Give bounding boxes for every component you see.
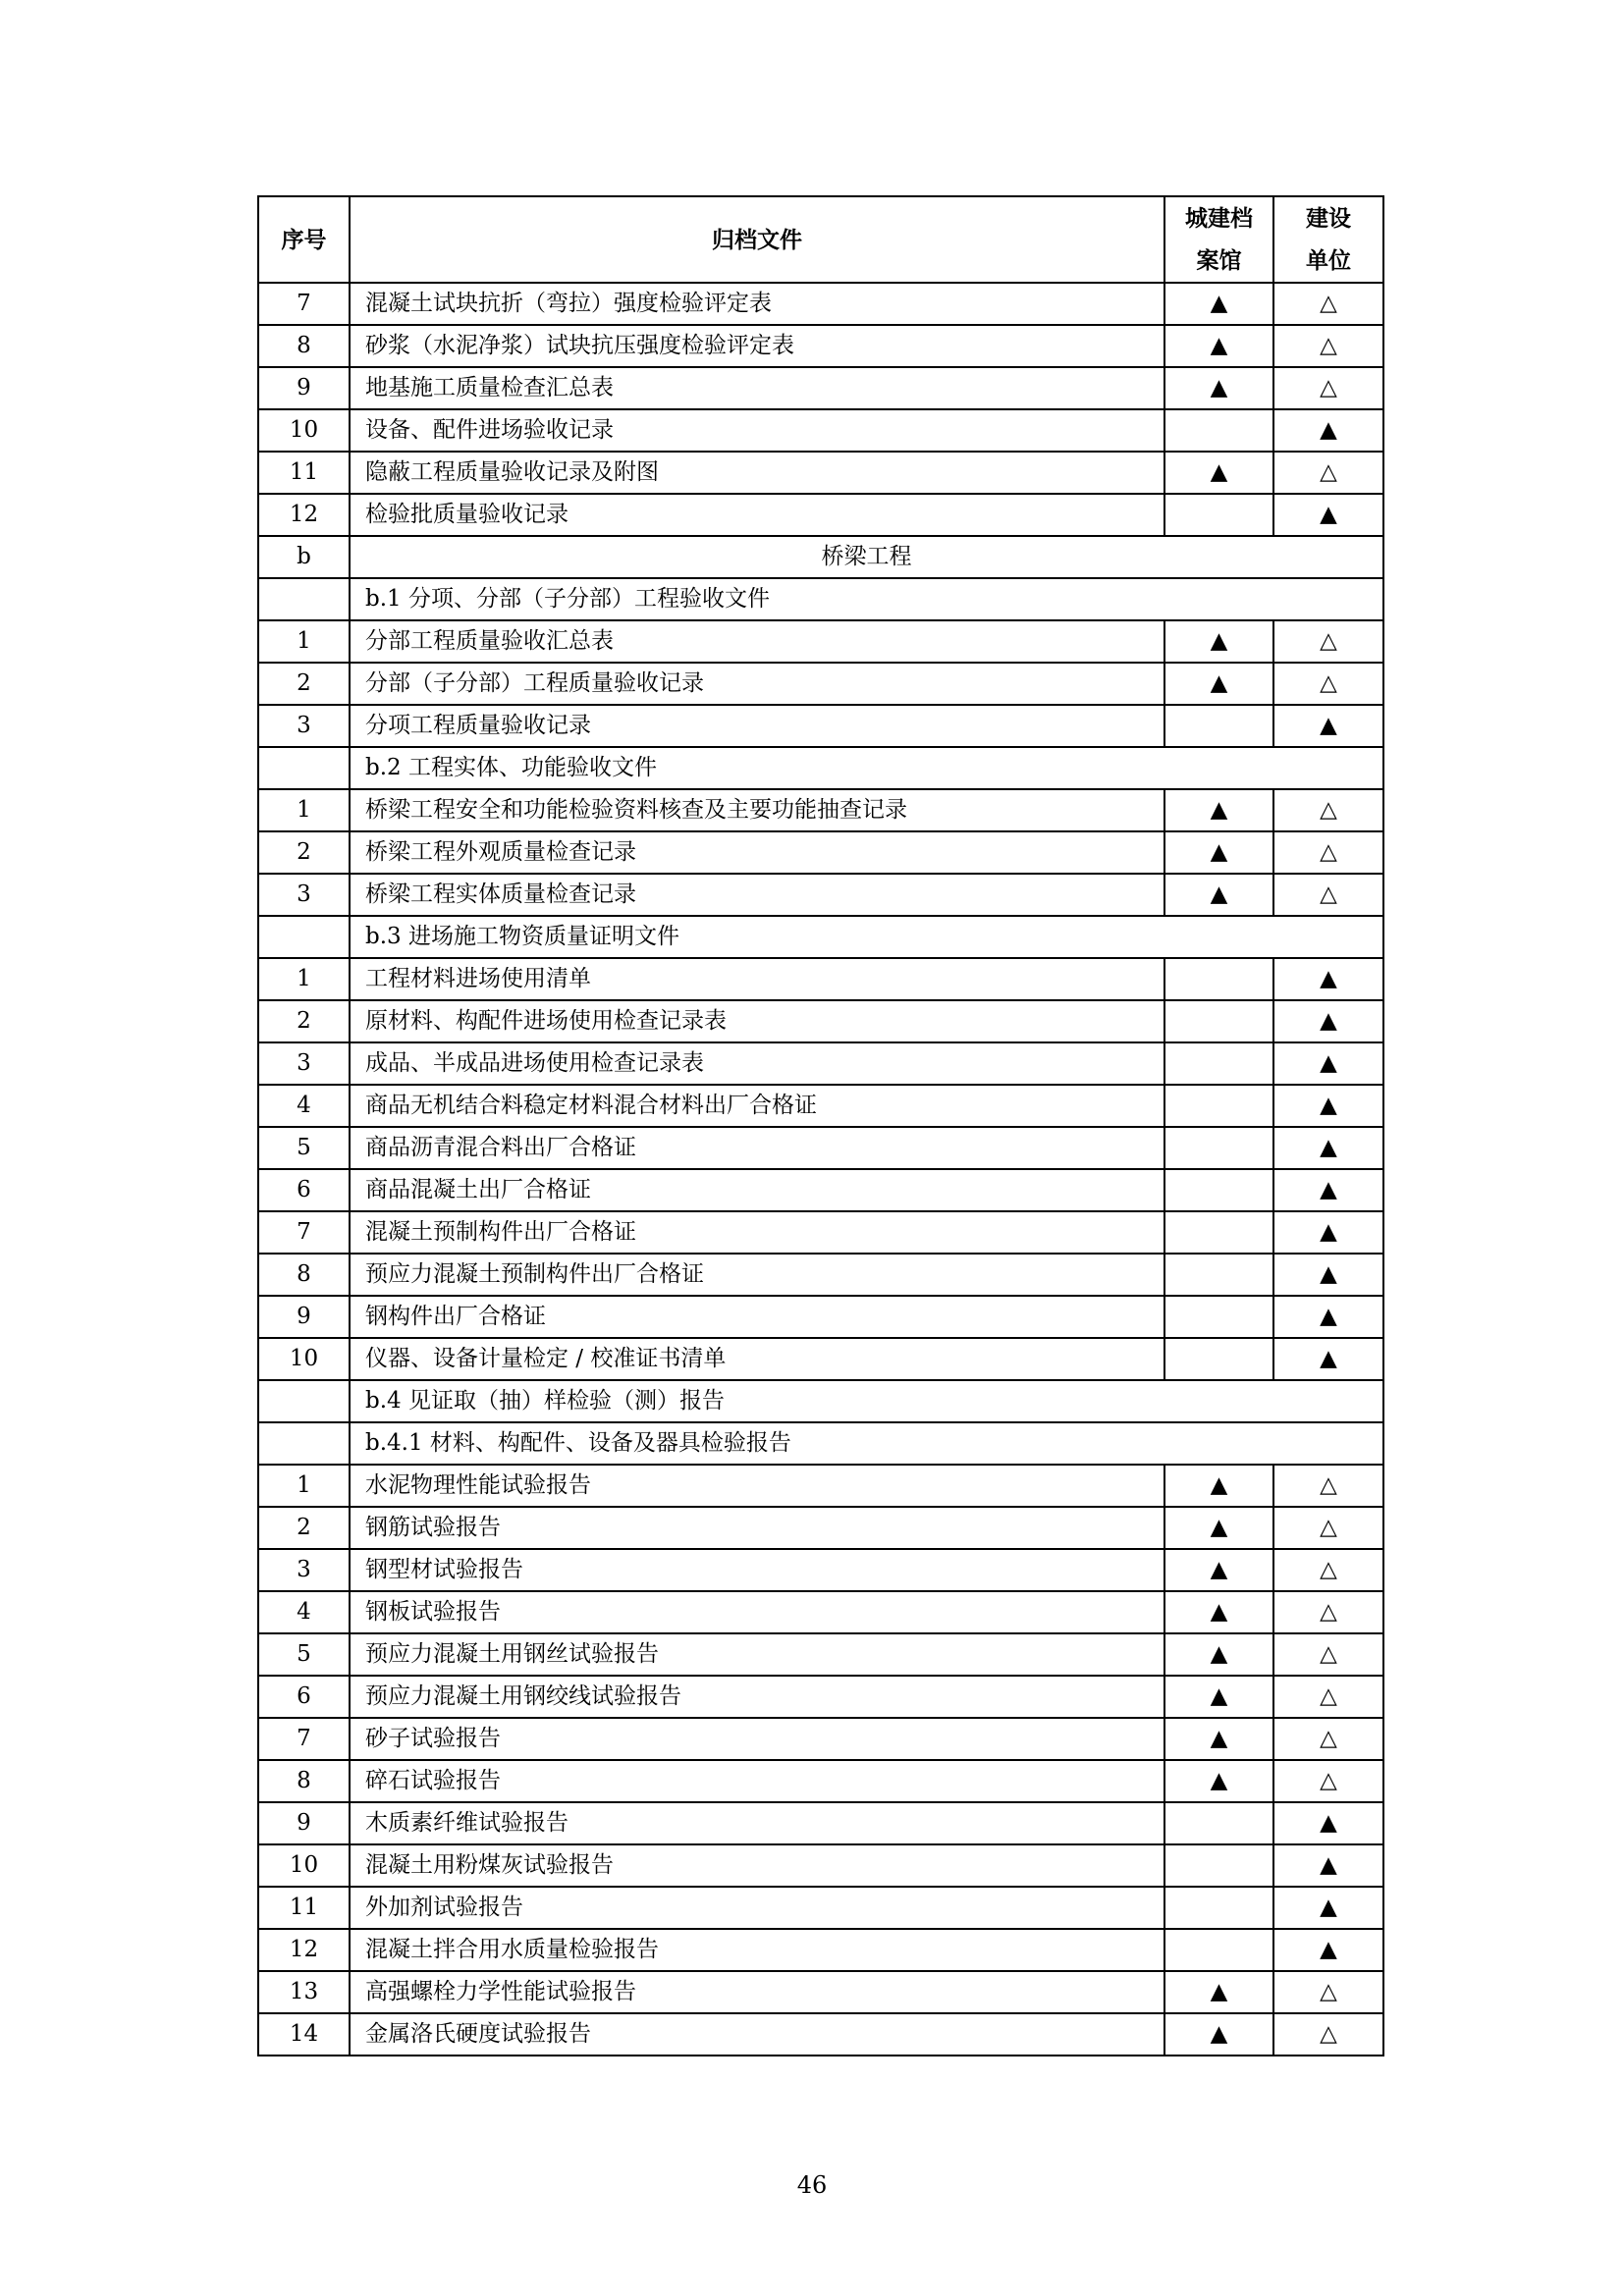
row-archive-mark: ▲ [1164,2013,1273,2056]
row-seq: 3 [258,874,350,916]
table-row [258,1633,1383,1676]
row-archive-mark: ▲ [1164,1507,1273,1549]
row-seq: 11 [258,452,350,494]
table-row [258,620,1383,663]
row-unit-mark: △ [1273,663,1383,705]
row-unit-mark: △ [1273,325,1383,367]
row-doc: 砂子试验报告 [350,1718,1164,1760]
row-seq: 6 [258,1169,350,1211]
row-archive-mark: ▲ [1164,367,1273,409]
row-seq: 3 [258,1042,350,1085]
row-doc: 水泥物理性能试验报告 [350,1465,1164,1507]
row-unit-mark: △ [1273,367,1383,409]
row-doc: 桥梁工程实体质量检查记录 [350,874,1164,916]
row-archive-mark: ▲ [1164,1591,1273,1633]
row-unit-mark: ▲ [1273,1887,1383,1929]
table-row [258,1211,1383,1254]
subsection-seq [258,1422,350,1465]
row-seq: 1 [258,789,350,831]
row-archive-mark: ▲ [1164,1760,1273,1802]
row-archive-mark [1164,409,1273,452]
row-doc: 原材料、构配件进场使用检查记录表 [350,1000,1164,1042]
row-seq: 2 [258,663,350,705]
row-seq: 11 [258,1887,350,1929]
row-unit-mark: ▲ [1273,1085,1383,1127]
row-archive-mark [1164,1254,1273,1296]
row-seq: 9 [258,1802,350,1844]
table-row [258,1296,1383,1338]
row-unit-mark: △ [1273,283,1383,325]
row-archive-mark [1164,1127,1273,1169]
row-seq: 9 [258,367,350,409]
row-archive-mark: ▲ [1164,325,1273,367]
subsection-title: b.4 见证取（抽）样检验（测）报告 [350,1380,1383,1422]
table-row [258,705,1383,747]
row-archive-mark: ▲ [1164,620,1273,663]
row-doc: 地基施工质量检查汇总表 [350,367,1164,409]
row-unit-mark: △ [1273,1591,1383,1633]
row-archive-mark: ▲ [1164,1676,1273,1718]
table-row [258,1549,1383,1591]
row-doc: 碎石试验报告 [350,1760,1164,1802]
row-archive-mark [1164,1296,1273,1338]
table-header-row [258,196,1383,283]
row-seq: 1 [258,958,350,1000]
header-archive-line2: 案馆 [1196,247,1242,274]
row-seq: 5 [258,1633,350,1676]
row-archive-mark [1164,1338,1273,1380]
header-unit-line1: 建设 [1306,205,1351,232]
table-row [258,494,1383,536]
subsection-title: b.2 工程实体、功能验收文件 [350,747,1383,789]
row-doc: 钢构件出厂合格证 [350,1296,1164,1338]
row-doc: 钢型材试验报告 [350,1549,1164,1591]
row-archive-mark [1164,1000,1273,1042]
row-doc: 混凝土用粉煤灰试验报告 [350,1844,1164,1887]
row-unit-mark: ▲ [1273,409,1383,452]
table-row [258,1971,1383,2013]
row-seq: 3 [258,705,350,747]
row-doc: 分部（子分部）工程质量验收记录 [350,663,1164,705]
row-seq: 8 [258,1254,350,1296]
row-unit-mark: ▲ [1273,1802,1383,1844]
row-doc: 分部工程质量验收汇总表 [350,620,1164,663]
row-seq: 8 [258,1760,350,1802]
row-archive-mark: ▲ [1164,1633,1273,1676]
table-row [258,1465,1383,1507]
row-unit-mark: △ [1273,874,1383,916]
table-row [258,452,1383,494]
table-row [258,1676,1383,1718]
row-doc: 预应力混凝土用钢绞线试验报告 [350,1676,1164,1718]
row-unit-mark: △ [1273,1760,1383,1802]
row-archive-mark: ▲ [1164,874,1273,916]
row-unit-mark: △ [1273,1633,1383,1676]
subsection-title: b.4.1 材料、构配件、设备及器具检验报告 [350,1422,1383,1465]
row-archive-mark [1164,705,1273,747]
table-row [258,1085,1383,1127]
row-seq: 5 [258,1127,350,1169]
row-seq: 12 [258,494,350,536]
page-number: 46 [796,2171,828,2199]
row-archive-mark [1164,1844,1273,1887]
row-unit-mark: △ [1273,1549,1383,1591]
table-row [258,325,1383,367]
row-doc: 隐蔽工程质量验收记录及附图 [350,452,1164,494]
row-unit-mark: △ [1273,1507,1383,1549]
row-unit-mark: ▲ [1273,1127,1383,1169]
table-row [258,409,1383,452]
table-row [258,1169,1383,1211]
subsection-title: b.3 进场施工物资质量证明文件 [350,916,1383,958]
row-archive-mark [1164,494,1273,536]
table-row [258,1887,1383,1929]
row-seq: 4 [258,1085,350,1127]
row-doc: 砂浆（水泥净浆）试块抗压强度检验评定表 [350,325,1164,367]
row-doc: 检验批质量验收记录 [350,494,1164,536]
row-seq: 14 [258,2013,350,2056]
row-unit-mark: ▲ [1273,1844,1383,1887]
row-archive-mark [1164,1085,1273,1127]
row-archive-mark: ▲ [1164,452,1273,494]
row-unit-mark: ▲ [1273,1929,1383,1971]
row-archive-mark: ▲ [1164,789,1273,831]
row-unit-mark: △ [1273,789,1383,831]
row-unit-mark: △ [1273,1465,1383,1507]
row-doc: 混凝土预制构件出厂合格证 [350,1211,1164,1254]
row-doc: 预应力混凝土用钢丝试验报告 [350,1633,1164,1676]
row-archive-mark [1164,1169,1273,1211]
row-doc: 商品无机结合料稳定材料混合材料出厂合格证 [350,1085,1164,1127]
header-unit [1273,196,1383,283]
row-doc: 高强螺栓力学性能试验报告 [350,1971,1164,2013]
row-doc: 预应力混凝土预制构件出厂合格证 [350,1254,1164,1296]
subsection-row [258,578,1383,620]
row-unit-mark: ▲ [1273,958,1383,1000]
row-archive-mark: ▲ [1164,1465,1273,1507]
row-doc: 设备、配件进场验收记录 [350,409,1164,452]
table-row [258,1929,1383,1971]
row-unit-mark: △ [1273,1718,1383,1760]
row-unit-mark: ▲ [1273,1169,1383,1211]
header-unit-line2: 单位 [1306,247,1351,274]
subsection-seq [258,578,350,620]
row-doc: 桥梁工程外观质量检查记录 [350,831,1164,874]
row-doc: 工程材料进场使用清单 [350,958,1164,1000]
row-seq: 8 [258,325,350,367]
table-row [258,1254,1383,1296]
row-seq: 2 [258,1507,350,1549]
subsection-row [258,1422,1383,1465]
row-doc: 仪器、设备计量检定 / 校准证书清单 [350,1338,1164,1380]
row-seq: 12 [258,1929,350,1971]
row-seq: 1 [258,620,350,663]
row-archive-mark [1164,1929,1273,1971]
row-seq: 7 [258,1211,350,1254]
row-unit-mark: ▲ [1273,494,1383,536]
row-unit-mark: △ [1273,620,1383,663]
header-archive [1164,196,1273,283]
table-row [258,367,1383,409]
row-archive-mark: ▲ [1164,1549,1273,1591]
table-row [258,1507,1383,1549]
row-seq: 2 [258,1000,350,1042]
header-seq: 序号 [258,196,350,283]
row-unit-mark: ▲ [1273,1254,1383,1296]
table-row [258,789,1383,831]
row-archive-mark: ▲ [1164,831,1273,874]
row-unit-mark: △ [1273,2013,1383,2056]
row-seq: 9 [258,1296,350,1338]
row-archive-mark: ▲ [1164,663,1273,705]
header-doc: 归档文件 [350,196,1164,283]
row-doc: 木质素纤维试验报告 [350,1802,1164,1844]
row-doc: 混凝土试块抗折（弯拉）强度检验评定表 [350,283,1164,325]
row-doc: 商品沥青混合料出厂合格证 [350,1127,1164,1169]
row-archive-mark [1164,1802,1273,1844]
table-row [258,1042,1383,1085]
row-doc: 外加剂试验报告 [350,1887,1164,1929]
row-unit-mark: △ [1273,452,1383,494]
row-archive-mark [1164,1042,1273,1085]
row-unit-mark: ▲ [1273,705,1383,747]
row-unit-mark: ▲ [1273,1211,1383,1254]
table-row [258,958,1383,1000]
row-seq: 10 [258,1844,350,1887]
row-doc: 混凝土拌合用水质量检验报告 [350,1929,1164,1971]
row-seq: 7 [258,283,350,325]
row-seq: 3 [258,1549,350,1591]
row-archive-mark: ▲ [1164,1971,1273,2013]
row-archive-mark [1164,1211,1273,1254]
row-doc: 金属洛氏硬度试验报告 [350,2013,1164,2056]
table-row [258,1802,1383,1844]
section-title: 桥梁工程 [350,536,1383,578]
table-row [258,663,1383,705]
section-row [258,536,1383,578]
archive-file-table [257,195,1384,2056]
row-unit-mark: △ [1273,831,1383,874]
row-archive-mark [1164,958,1273,1000]
row-unit-mark: △ [1273,1971,1383,2013]
row-unit-mark: ▲ [1273,1338,1383,1380]
subsection-seq [258,1380,350,1422]
subsection-row [258,747,1383,789]
row-seq: 6 [258,1676,350,1718]
row-seq: 4 [258,1591,350,1633]
table-row [258,1844,1383,1887]
table-row [258,1591,1383,1633]
row-seq: 1 [258,1465,350,1507]
section-seq: b [258,536,350,578]
table-row [258,1338,1383,1380]
row-doc: 分项工程质量验收记录 [350,705,1164,747]
row-unit-mark: ▲ [1273,1042,1383,1085]
row-seq: 10 [258,409,350,452]
table-row [258,1127,1383,1169]
row-seq: 10 [258,1338,350,1380]
subsection-row [258,916,1383,958]
row-archive-mark: ▲ [1164,283,1273,325]
row-seq: 7 [258,1718,350,1760]
table-row [258,1760,1383,1802]
row-unit-mark: ▲ [1273,1296,1383,1338]
row-archive-mark: ▲ [1164,1718,1273,1760]
row-doc: 成品、半成品进场使用检查记录表 [350,1042,1164,1085]
row-doc: 钢筋试验报告 [350,1507,1164,1549]
table-body [258,283,1383,2056]
row-unit-mark: ▲ [1273,1000,1383,1042]
subsection-title: b.1 分项、分部（子分部）工程验收文件 [350,578,1383,620]
row-seq: 2 [258,831,350,874]
table-row [258,831,1383,874]
table-row [258,1000,1383,1042]
header-archive-line1: 城建档 [1185,205,1253,232]
row-unit-mark: △ [1273,1676,1383,1718]
row-seq: 13 [258,1971,350,2013]
table-row [258,1718,1383,1760]
subsection-seq [258,747,350,789]
row-doc: 商品混凝土出厂合格证 [350,1169,1164,1211]
table-row [258,2013,1383,2056]
row-doc: 钢板试验报告 [350,1591,1164,1633]
table-row [258,874,1383,916]
subsection-seq [258,916,350,958]
row-archive-mark [1164,1887,1273,1929]
row-doc: 桥梁工程安全和功能检验资料核查及主要功能抽查记录 [350,789,1164,831]
table-row [258,283,1383,325]
subsection-row [258,1380,1383,1422]
